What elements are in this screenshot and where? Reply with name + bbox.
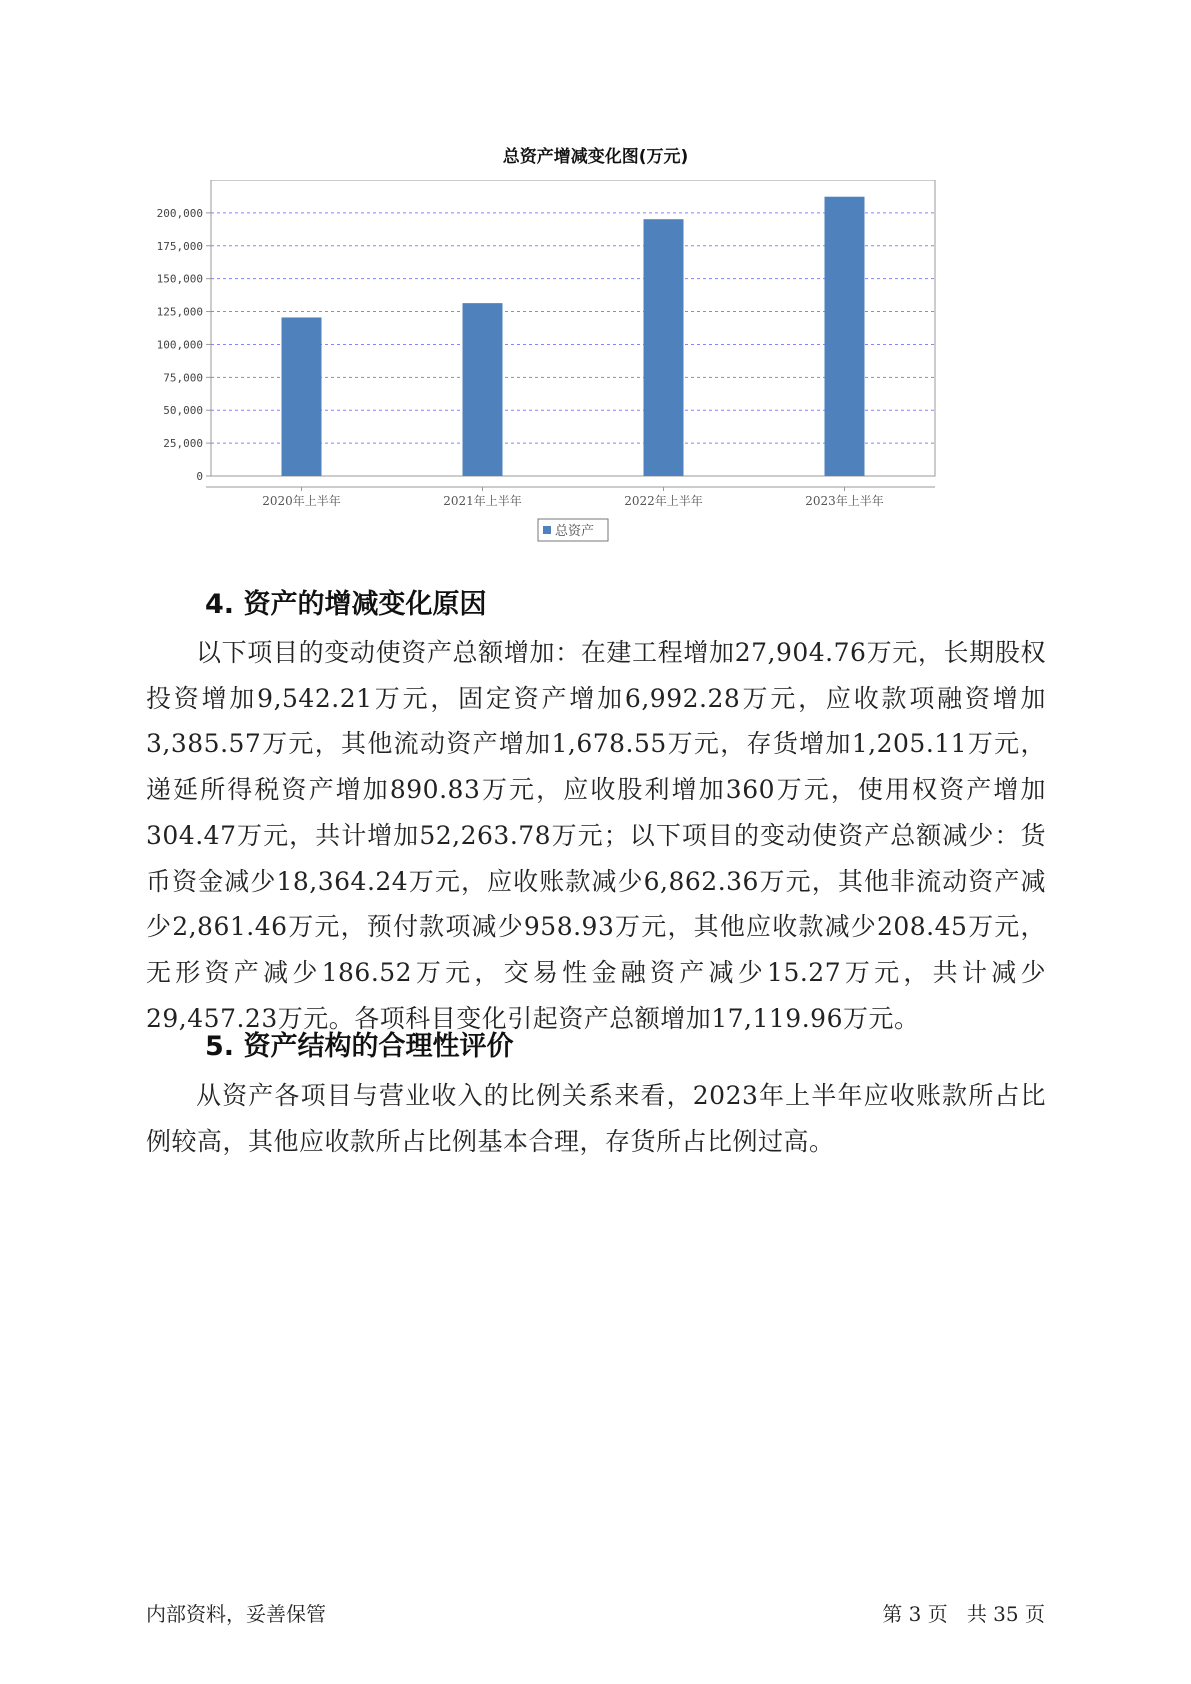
y-tick-label: 200,000 bbox=[156, 206, 203, 220]
legend-label: 总资产 bbox=[555, 524, 595, 539]
bar bbox=[282, 317, 322, 476]
y-tick-label: 25,000 bbox=[163, 437, 203, 451]
section-5-heading: 5. 资产结构的合理性评价 bbox=[205, 1031, 514, 1062]
section-4-paragraph: 以下项目的变动使资产总额增加：在建工程增加27,904.76万元，长期股权投资增加9,542.21万元，固定资产增加6,992.28万元，应收款项融资增加3,385.57万元，其他流动资产增加1,678.55万元，存货增加1,205.11万元，递延所得税资产增加890.83万元，应收股利增加360万元，使用权资产增加304.47万元，共计增加52,263.78万元；以下项目的变动使资产总额减少：货币资金减少18,364.24万元，应收账款减少6,862.36万元，其他非流动资产减少2,861.46万元，预付款项减少958.93万元，其他应收款减少208.45万元，无形资产减少186.52万元，交易性金融资产减少15.27万元，共计减少29,457.23万元。各项科目变化引起资产总额增加17,119.96万元。 bbox=[146, 638, 1046, 1033]
legend-swatch bbox=[543, 526, 551, 534]
y-tick-label: 125,000 bbox=[156, 305, 203, 319]
y-tick-label: 100,000 bbox=[156, 338, 203, 352]
bar bbox=[644, 219, 684, 476]
chart-title: 总资产增减变化图(万元) bbox=[502, 147, 689, 167]
y-tick-label: 50,000 bbox=[163, 404, 203, 418]
x-tick-label: 2022年上半年 bbox=[624, 494, 703, 508]
x-tick-label: 2020年上半年 bbox=[262, 494, 341, 508]
section-4-heading: 4. 资产的增减变化原因 bbox=[205, 589, 487, 620]
x-tick-label: 2021年上半年 bbox=[443, 494, 522, 508]
footer-page-number: 第 3 页 共 35 页 bbox=[882, 1602, 1045, 1626]
section-5-paragraph: 从资产各项目与营业收入的比例关系来看，2023年上半年应收账款所占比例较高，其他应收款所占比例基本合理，存货所占比例过高。 bbox=[146, 1081, 1046, 1156]
y-tick-label: 150,000 bbox=[156, 272, 203, 286]
bar bbox=[825, 197, 865, 476]
x-tick-label: 2023年上半年 bbox=[805, 494, 884, 508]
bar bbox=[463, 303, 503, 476]
footer-confidential-note: 内部资料，妥善保管 bbox=[146, 1602, 326, 1626]
y-tick-label: 0 bbox=[196, 470, 203, 483]
total-assets-bar-chart bbox=[150, 180, 950, 550]
y-tick-label: 175,000 bbox=[156, 239, 203, 253]
y-tick-label: 75,000 bbox=[163, 371, 203, 385]
